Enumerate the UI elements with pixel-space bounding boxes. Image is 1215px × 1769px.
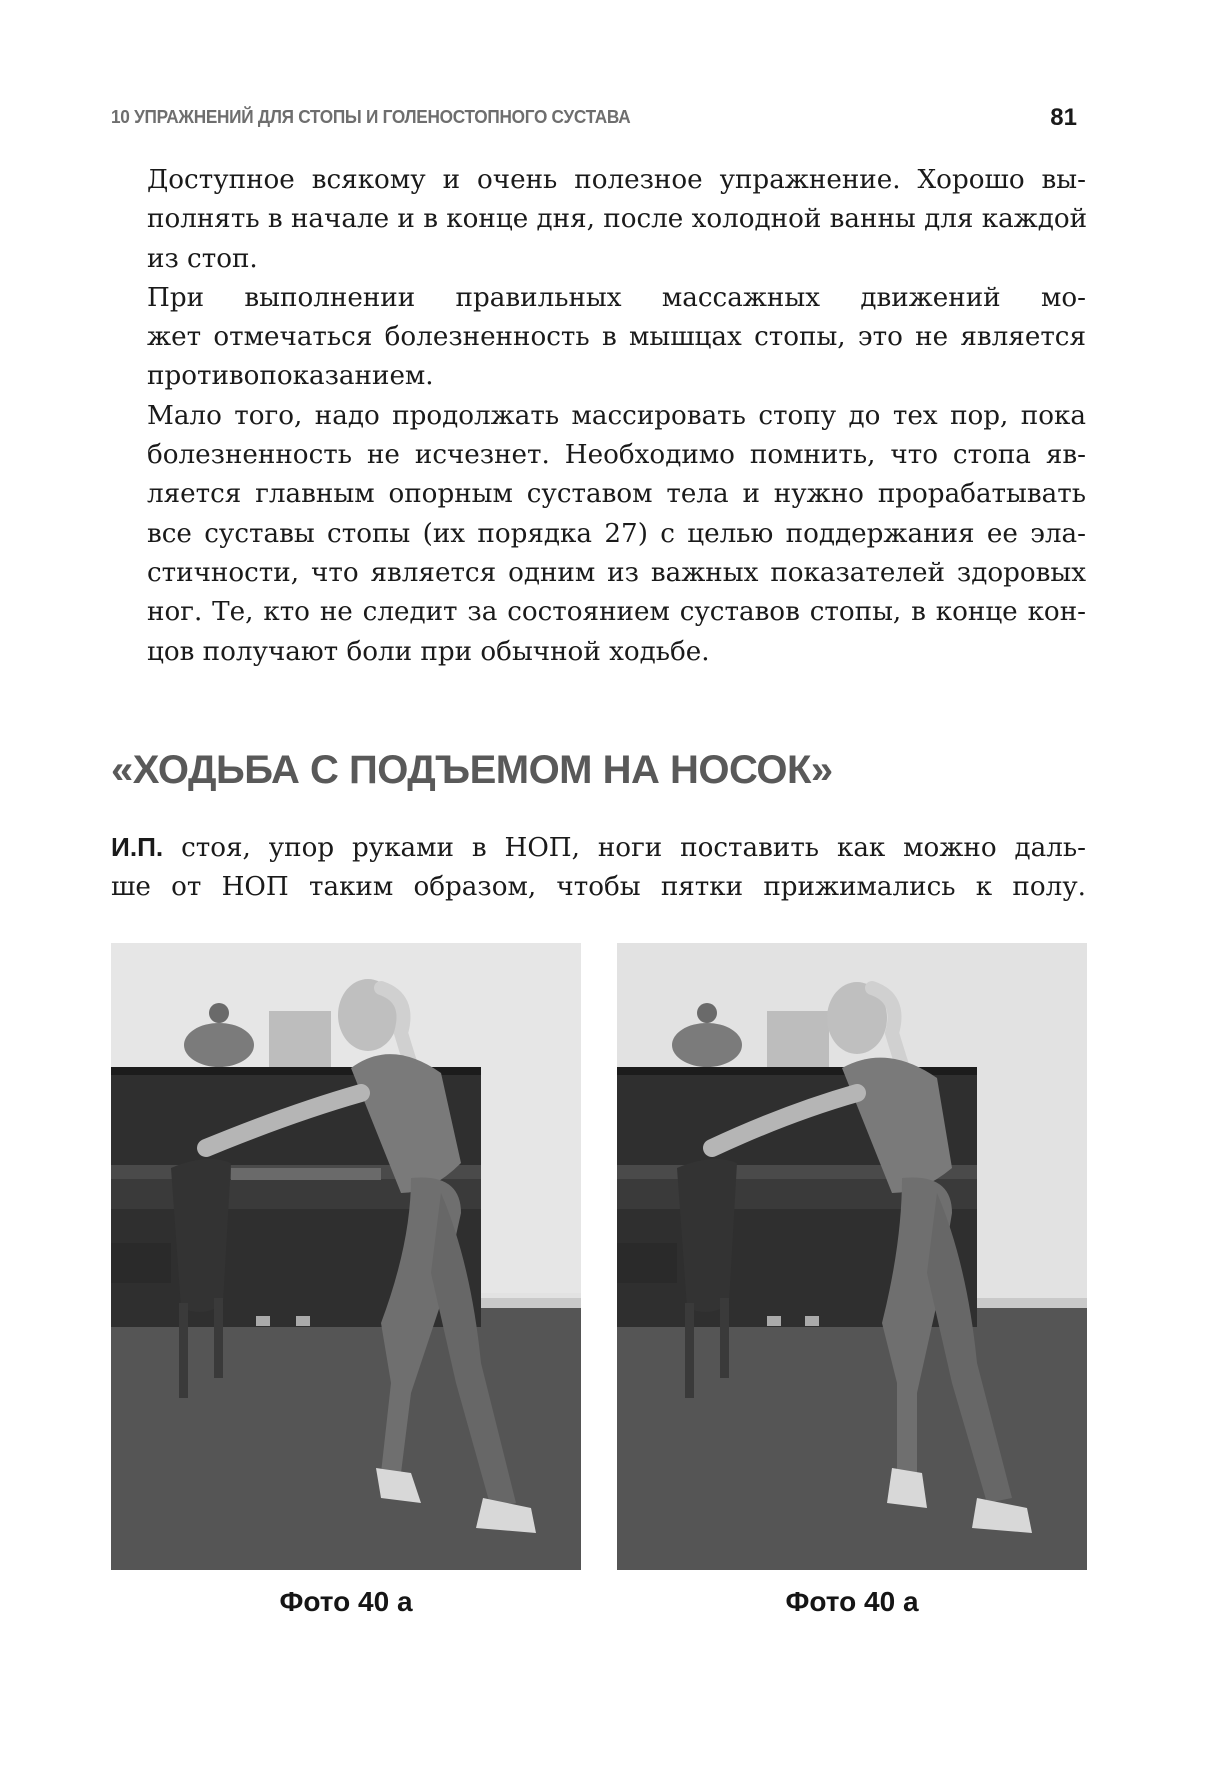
start-position-text <box>111 828 1086 908</box>
text-line: противопоказанием. <box>147 361 434 392</box>
exercise-photo <box>111 943 581 1570</box>
text-line: Мало того, надо продолжать массировать стопу до тех пор, пока <box>147 400 1086 431</box>
exercise-photo-illustration <box>617 943 1087 1570</box>
section-heading: «ХОДЬБА С ПОДЪЕМОМ НА НОСОК» <box>111 748 833 792</box>
paragraph-1 <box>111 161 1086 279</box>
start-position-label: И.П. <box>111 832 164 862</box>
start-position-line-1: стоя, упор руками в НОП, ноги поставить как можно даль- <box>163 833 1086 863</box>
paragraph-2 <box>111 279 1086 397</box>
running-head: 10 УПРАЖНЕНИЙ ДЛЯ СТОПЫ И ГОЛЕНОСТОПНОГО СУСТАВА <box>111 106 631 127</box>
text-line: ног. Те, кто не следит за состоянием суставов стопы, в конце кон- <box>147 597 1086 628</box>
photo-caption: Фото 40 а <box>785 1586 919 1617</box>
text-line: При выполнении правильных массажных движений мо- <box>147 282 1086 313</box>
text-line: ше от НОП таким образом, чтобы пятки прижимались к полу. <box>111 872 1086 903</box>
body-text <box>111 161 1086 672</box>
text-line: жет отмечаться болезненность в мышцах стопы, это не является <box>147 322 1086 353</box>
text-line: цов получают боли при обычной ходьбе. <box>147 636 710 667</box>
text-line: все суставы стопы (их порядка 27) с целью поддержания ее эла- <box>147 518 1086 549</box>
text-line <box>111 828 1086 868</box>
photo-caption: Фото 40 а <box>279 1586 413 1617</box>
text-line: из стоп. <box>147 243 258 274</box>
text-line: ляется главным опорным суставом тела и нужно прорабатывать <box>147 479 1086 510</box>
text-line: полнять в начале и в конце дня, после холодной ванны для каждой <box>147 204 1088 235</box>
exercise-photo-illustration <box>111 943 581 1570</box>
page-number: 81 <box>1050 104 1077 131</box>
paragraph-3 <box>111 397 1086 672</box>
text-line: Доступное всякому и очень полезное упражнение. Хорошо вы- <box>147 165 1086 195</box>
text-line: стичности, что является одним из важных показателей здоровых <box>147 557 1086 588</box>
exercise-photo <box>617 943 1087 1570</box>
text-line: болезненность не исчезнет. Необходимо помнить, что стопа яв- <box>147 440 1086 471</box>
